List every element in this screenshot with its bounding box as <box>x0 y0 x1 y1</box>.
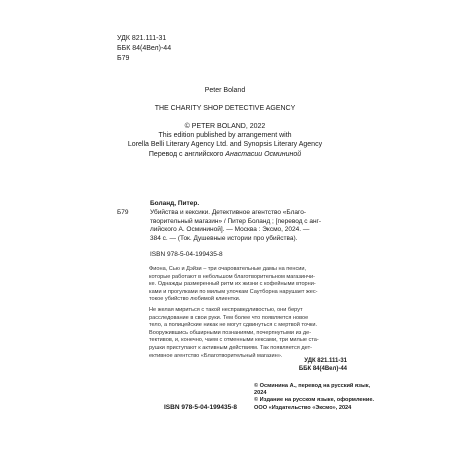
translator-name: Анастасии Осмининой <box>225 151 302 158</box>
annotation-line: расследование в свои руки. Тем более что появляется новое <box>149 314 309 321</box>
rights-notice <box>90 122 360 149</box>
copyright-line: 2024 <box>254 390 267 397</box>
annotation-line: токое убийство любимой клиентки. <box>149 296 241 303</box>
catalog-line: Убийства и кексики. Детективное агентство «Благо- <box>150 209 306 216</box>
catalog-line: 384 с. — (Ток. Душевные истории про убийства). <box>150 234 298 242</box>
catalog-heading: Боланд, Питер. <box>150 200 200 207</box>
annotation-line: рушки приступают к активным действиям. Так появляется дет- <box>149 344 312 351</box>
annotation-line: Не желая мириться с такой несправедливостью, они берут <box>149 306 303 313</box>
bbk-code: ББК 84(4Вел)-44 <box>298 366 347 372</box>
bbk-code: ББК 84(4Вел)-44 <box>117 45 172 52</box>
annotation-line: ке. Однажды размеренный ритм их жизни с кофейными вторни- <box>149 281 316 288</box>
author-sign: Б79 <box>117 55 130 62</box>
catalog-code: Б79 <box>117 209 129 216</box>
rights-line: © PETER BOLAND, 2022 <box>184 123 266 130</box>
catalog-isbn: ISBN 978-5-04-199435-8 <box>150 251 223 258</box>
classification-codes-bottom <box>299 357 347 373</box>
copyright-line: © Издание на русском языке, оформление. <box>254 397 375 404</box>
annotation-line: Фиона, Сью и Дэйзи – три очаровательные дамы на пенсии, <box>149 266 307 272</box>
original-title: THE CHARITY SHOP DETECTIVE AGENCY <box>154 105 296 112</box>
annotation-line: Вооружившись обширными познаниями, почерпнутыми из де- <box>149 329 312 336</box>
translator-prefix: Перевод с английского <box>148 151 226 158</box>
annotation-line: тективов, и, конечно, чаем с отменными кексами, три милые ста- <box>149 337 319 344</box>
isbn-bottom: ISBN 978-5-04-199435-8 <box>164 404 237 411</box>
copyright-line: © Осминина А., перевод на русский язык, <box>254 383 371 389</box>
catalog-line: творительный магазин» / Питер Боланд ; [перевод с анг- <box>150 217 322 225</box>
udk-code: УДК 821.111-31 <box>304 358 347 364</box>
annotation-line: тело, а полицейские никак не могут сдвинуться с мертвой точки. <box>149 322 317 329</box>
classification-codes <box>117 34 171 64</box>
rights-line: Lorella Belli Literary Agency Ltd. and Synopsis Literary Agency <box>127 141 323 148</box>
rights-line: This edition published by arrangement with <box>158 132 292 139</box>
catalog-description <box>150 209 350 243</box>
annotation-line: ками и прогулками по милым улочкам Саутборна нарушает жес- <box>149 288 318 295</box>
copyright-notice <box>254 383 375 412</box>
original-author: Peter Boland <box>204 87 246 94</box>
catalog-line: лийского А. Осмининой]. — Москва : Эксмо, 2024. — <box>150 226 310 234</box>
copyright-line: ООО «Издательство «Эксмо», 2024 <box>254 404 352 411</box>
annotation-line: ективное агентство «Благотворительный магазин». <box>149 352 283 359</box>
udk-code: УДК 821.111-31 <box>117 35 167 42</box>
annotation-line: которые работают в небольшом благотворительном магазинчи- <box>149 273 316 280</box>
annotation <box>149 266 348 360</box>
translator-credit <box>90 150 360 159</box>
